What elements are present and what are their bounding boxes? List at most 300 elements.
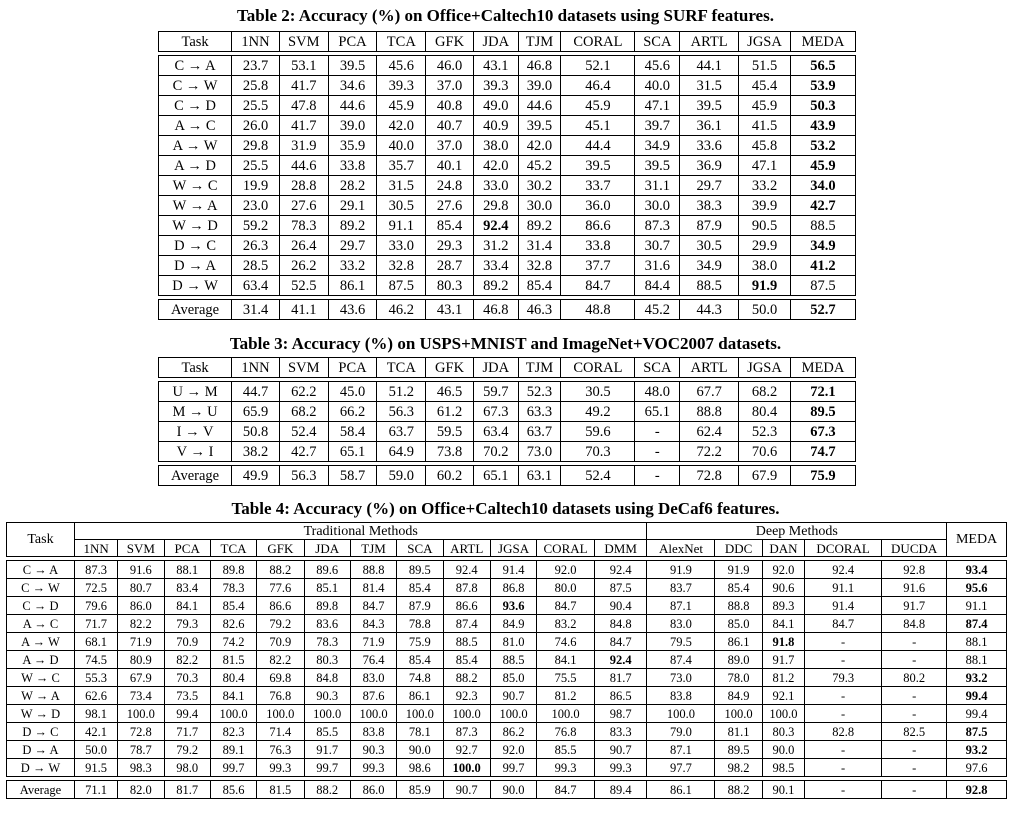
value-cell: 91.9 <box>647 561 715 579</box>
value-cell: 90.3 <box>350 741 396 759</box>
average-cell: 84.7 <box>537 781 595 799</box>
value-cell: 90.0 <box>762 741 804 759</box>
value-cell: 75.9 <box>397 633 443 651</box>
value-cell: 90.7 <box>490 687 536 705</box>
value-cell: 91.4 <box>490 561 536 579</box>
value-cell: 85.5 <box>304 723 350 741</box>
value-cell: 99.4 <box>947 705 1007 723</box>
value-cell: 39.5 <box>635 156 680 176</box>
value-cell: 89.5 <box>397 561 443 579</box>
value-cell: 46.5 <box>426 382 474 402</box>
task-cell: A → D <box>159 156 232 176</box>
value-cell: 79.3 <box>164 615 210 633</box>
column-header: PCA <box>164 540 210 557</box>
value-cell: 52.1 <box>561 56 635 76</box>
value-cell: 26.3 <box>232 236 280 256</box>
value-cell: 89.3 <box>762 597 804 615</box>
value-cell: 88.2 <box>443 669 490 687</box>
value-cell: 33.4 <box>473 256 518 276</box>
value-cell: 70.3 <box>561 442 635 462</box>
value-cell: 81.2 <box>537 687 595 705</box>
value-cell: 53.2 <box>790 136 855 156</box>
value-cell: - <box>805 633 882 651</box>
value-cell: 71.4 <box>257 723 304 741</box>
average-cell: 72.8 <box>680 466 739 486</box>
meda-header: MEDA <box>947 523 1007 557</box>
value-cell: 100.0 <box>304 705 350 723</box>
value-cell: 29.9 <box>739 236 791 256</box>
task-cell: C → A <box>159 56 232 76</box>
value-cell: 33.7 <box>561 176 635 196</box>
value-cell: 87.3 <box>443 723 490 741</box>
value-cell: 84.9 <box>715 687 762 705</box>
value-cell: 91.6 <box>118 561 164 579</box>
value-cell: 38.0 <box>739 256 791 276</box>
value-cell: 82.6 <box>210 615 256 633</box>
value-cell: 70.9 <box>164 633 210 651</box>
value-cell: 78.1 <box>397 723 443 741</box>
task-cell: D → W <box>7 759 75 777</box>
value-cell: 78.7 <box>118 741 164 759</box>
value-cell: 39.0 <box>328 116 377 136</box>
value-cell: 87.4 <box>947 615 1007 633</box>
value-cell: 40.0 <box>635 76 680 96</box>
value-cell: 52.4 <box>279 422 328 442</box>
value-cell: 77.6 <box>257 579 304 597</box>
value-cell: 91.6 <box>882 579 947 597</box>
column-header: 1NN <box>232 358 280 378</box>
value-cell: 92.8 <box>882 561 947 579</box>
column-header: CORAL <box>561 32 635 52</box>
average-cell: 67.9 <box>739 466 791 486</box>
value-cell: 66.2 <box>328 402 377 422</box>
column-header: SCA <box>635 358 680 378</box>
value-cell: 85.4 <box>397 579 443 597</box>
value-cell: 36.1 <box>680 116 739 136</box>
value-cell: 42.0 <box>518 136 561 156</box>
column-header: DCORAL <box>805 540 882 557</box>
value-cell: 97.7 <box>647 759 715 777</box>
value-cell: 42.7 <box>279 442 328 462</box>
value-cell: 67.3 <box>790 422 855 442</box>
value-cell: 88.1 <box>164 561 210 579</box>
value-cell: 93.2 <box>947 741 1007 759</box>
value-cell: 30.5 <box>680 236 739 256</box>
table-row <box>7 687 1007 705</box>
value-cell: 82.2 <box>257 651 304 669</box>
value-cell: 31.4 <box>518 236 561 256</box>
average-cell: 48.8 <box>561 300 635 320</box>
value-cell: 81.2 <box>762 669 804 687</box>
value-cell: 39.7 <box>635 116 680 136</box>
value-cell: 86.6 <box>561 216 635 236</box>
value-cell: 56.3 <box>377 402 426 422</box>
value-cell: 76.3 <box>257 741 304 759</box>
value-cell: 87.4 <box>443 615 490 633</box>
value-cell: 84.3 <box>350 615 396 633</box>
value-cell: 92.4 <box>443 561 490 579</box>
column-header: TCA <box>377 32 426 52</box>
average-cell: 71.1 <box>74 781 117 799</box>
value-cell: 84.8 <box>882 615 947 633</box>
value-cell: 84.7 <box>805 615 882 633</box>
value-cell: 65.1 <box>328 442 377 462</box>
average-cell: 81.5 <box>257 781 304 799</box>
value-cell: - <box>882 705 947 723</box>
value-cell: 46.4 <box>561 76 635 96</box>
value-cell: 76.4 <box>350 651 396 669</box>
value-cell: 99.7 <box>210 759 256 777</box>
average-cell: 92.8 <box>947 781 1007 799</box>
value-cell: 33.0 <box>473 176 518 196</box>
value-cell: 82.2 <box>164 651 210 669</box>
value-cell: 100.0 <box>350 705 396 723</box>
average-cell: 88.2 <box>304 781 350 799</box>
value-cell: 98.1 <box>74 705 117 723</box>
value-cell: 73.4 <box>118 687 164 705</box>
table-row <box>159 196 856 216</box>
value-cell: 85.5 <box>537 741 595 759</box>
value-cell: 40.8 <box>426 96 474 116</box>
value-cell: 59.2 <box>232 216 280 236</box>
value-cell: 84.1 <box>537 651 595 669</box>
value-cell: 84.7 <box>594 633 647 651</box>
value-cell: 41.7 <box>279 116 328 136</box>
value-cell: 79.3 <box>805 669 882 687</box>
value-cell: 80.4 <box>210 669 256 687</box>
task-cell: W → A <box>7 687 75 705</box>
value-cell: 31.2 <box>473 236 518 256</box>
task-cell: C → D <box>159 96 232 116</box>
value-cell: 100.0 <box>647 705 715 723</box>
task-header: Task <box>7 523 75 557</box>
value-cell: 84.9 <box>490 615 536 633</box>
value-cell: 80.3 <box>426 276 474 296</box>
average-row <box>7 781 1007 799</box>
value-cell: 99.3 <box>594 759 647 777</box>
table-row <box>7 705 1007 723</box>
value-cell: 79.5 <box>647 633 715 651</box>
value-cell: 87.5 <box>594 579 647 597</box>
value-cell: 45.1 <box>561 116 635 136</box>
value-cell: - <box>635 422 680 442</box>
value-cell: 31.5 <box>680 76 739 96</box>
task-cell: C → W <box>7 579 75 597</box>
value-cell: 44.6 <box>328 96 377 116</box>
value-cell: 56.5 <box>790 56 855 76</box>
table-row <box>7 561 1007 579</box>
average-label: Average <box>159 466 232 486</box>
value-cell: 85.4 <box>518 276 561 296</box>
task-cell: A → C <box>159 116 232 136</box>
value-cell: 79.2 <box>257 615 304 633</box>
value-cell: 29.1 <box>328 196 377 216</box>
value-cell: 74.6 <box>537 633 595 651</box>
table3 <box>158 357 856 486</box>
value-cell: 90.0 <box>397 741 443 759</box>
average-cell: 85.6 <box>210 781 256 799</box>
column-header: Task <box>159 32 232 52</box>
value-cell: 83.2 <box>537 615 595 633</box>
value-cell: 85.4 <box>397 651 443 669</box>
value-cell: 86.6 <box>257 597 304 615</box>
value-cell: 45.9 <box>561 96 635 116</box>
value-cell: 78.3 <box>210 579 256 597</box>
value-cell: 45.9 <box>377 96 426 116</box>
value-cell: 92.4 <box>594 651 647 669</box>
value-cell: 84.8 <box>594 615 647 633</box>
value-cell: 36.0 <box>561 196 635 216</box>
table-row <box>7 651 1007 669</box>
value-cell: 73.8 <box>426 442 474 462</box>
value-cell: 81.0 <box>490 633 536 651</box>
value-cell: 61.2 <box>426 402 474 422</box>
value-cell: 41.2 <box>790 256 855 276</box>
value-cell: 91.5 <box>74 759 117 777</box>
value-cell: 23.7 <box>232 56 280 76</box>
value-cell: 70.2 <box>473 442 518 462</box>
column-header: DDC <box>715 540 762 557</box>
average-cell: 45.2 <box>635 300 680 320</box>
value-cell: 69.8 <box>257 669 304 687</box>
value-cell: 83.0 <box>647 615 715 633</box>
value-cell: 68.2 <box>279 402 328 422</box>
value-cell: 74.2 <box>210 633 256 651</box>
value-cell: 63.7 <box>518 422 561 442</box>
column-header: CORAL <box>537 540 595 557</box>
task-cell: C → A <box>7 561 75 579</box>
value-cell: 91.9 <box>715 561 762 579</box>
value-cell: 31.6 <box>635 256 680 276</box>
value-cell: 85.4 <box>210 597 256 615</box>
value-cell: 45.6 <box>377 56 426 76</box>
table4 <box>6 522 1007 799</box>
value-cell: 87.5 <box>947 723 1007 741</box>
value-cell: 72.1 <box>790 382 855 402</box>
value-cell: 83.8 <box>647 687 715 705</box>
average-cell: 31.4 <box>232 300 280 320</box>
average-cell: 44.3 <box>680 300 739 320</box>
average-cell: 86.1 <box>647 781 715 799</box>
value-cell: 91.7 <box>304 741 350 759</box>
value-cell: 88.8 <box>680 402 739 422</box>
value-cell: 34.0 <box>790 176 855 196</box>
value-cell: 92.3 <box>443 687 490 705</box>
value-cell: 100.0 <box>537 705 595 723</box>
value-cell: 24.8 <box>426 176 474 196</box>
average-cell: 43.6 <box>328 300 377 320</box>
value-cell: 78.8 <box>397 615 443 633</box>
value-cell: 86.1 <box>328 276 377 296</box>
value-cell: - <box>805 759 882 777</box>
value-cell: 53.9 <box>790 76 855 96</box>
value-cell: 80.7 <box>118 579 164 597</box>
value-cell: 39.0 <box>518 76 561 96</box>
value-cell: 88.5 <box>680 276 739 296</box>
value-cell: 78.3 <box>304 633 350 651</box>
value-cell: 30.2 <box>518 176 561 196</box>
value-cell: 100.0 <box>715 705 762 723</box>
value-cell: 87.6 <box>350 687 396 705</box>
value-cell: 72.8 <box>118 723 164 741</box>
average-cell: 90.0 <box>490 781 536 799</box>
value-cell: 62.6 <box>74 687 117 705</box>
value-cell: 42.1 <box>74 723 117 741</box>
column-header: SVM <box>279 358 328 378</box>
value-cell: 80.9 <box>118 651 164 669</box>
value-cell: 33.8 <box>328 156 377 176</box>
value-cell: 98.2 <box>715 759 762 777</box>
column-header: TCA <box>210 540 256 557</box>
value-cell: 89.1 <box>210 741 256 759</box>
value-cell: 91.1 <box>377 216 426 236</box>
value-cell: 89.5 <box>715 741 762 759</box>
value-cell: 30.5 <box>377 196 426 216</box>
value-cell: 35.9 <box>328 136 377 156</box>
table-row <box>7 579 1007 597</box>
table-row <box>159 56 856 76</box>
column-header: 1NN <box>74 540 117 557</box>
value-cell: 37.0 <box>426 136 474 156</box>
value-cell: 98.3 <box>118 759 164 777</box>
value-cell: 25.8 <box>232 76 280 96</box>
value-cell: 87.9 <box>680 216 739 236</box>
value-cell: 40.0 <box>377 136 426 156</box>
average-cell: 46.8 <box>473 300 518 320</box>
task-cell: C → W <box>159 76 232 96</box>
value-cell: 39.5 <box>328 56 377 76</box>
value-cell: 85.4 <box>443 651 490 669</box>
value-cell: 86.5 <box>594 687 647 705</box>
table-row <box>7 723 1007 741</box>
column-header: MEDA <box>790 32 855 52</box>
value-cell: 97.6 <box>947 759 1007 777</box>
value-cell: 73.5 <box>164 687 210 705</box>
value-cell: 88.5 <box>490 651 536 669</box>
value-cell: 87.5 <box>377 276 426 296</box>
task-cell: D → C <box>159 236 232 256</box>
task-cell: W → C <box>159 176 232 196</box>
value-cell: 45.9 <box>739 96 791 116</box>
column-header: ARTL <box>680 32 739 52</box>
value-cell: - <box>635 442 680 462</box>
value-cell: 71.7 <box>164 723 210 741</box>
value-cell: 73.0 <box>647 669 715 687</box>
value-cell: 90.5 <box>739 216 791 236</box>
task-cell: W → D <box>159 216 232 236</box>
average-label: Average <box>7 781 75 799</box>
value-cell: 42.0 <box>377 116 426 136</box>
value-cell: 82.3 <box>210 723 256 741</box>
value-cell: - <box>805 651 882 669</box>
column-header: CORAL <box>561 358 635 378</box>
value-cell: 100.0 <box>443 705 490 723</box>
value-cell: 80.4 <box>739 402 791 422</box>
value-cell: 76.8 <box>257 687 304 705</box>
value-cell: 28.5 <box>232 256 280 276</box>
header-row <box>159 358 856 378</box>
table2 <box>158 31 856 320</box>
average-cell: 56.3 <box>279 466 328 486</box>
value-cell: 40.7 <box>426 116 474 136</box>
value-cell: 72.2 <box>680 442 739 462</box>
value-cell: 33.6 <box>680 136 739 156</box>
table-row <box>7 759 1007 777</box>
value-cell: 70.6 <box>739 442 791 462</box>
value-cell: 78.0 <box>715 669 762 687</box>
value-cell: 31.9 <box>279 136 328 156</box>
value-cell: 63.4 <box>232 276 280 296</box>
column-header: DAN <box>762 540 804 557</box>
value-cell: 100.0 <box>397 705 443 723</box>
task-cell: M → U <box>159 402 232 422</box>
value-cell: 45.4 <box>739 76 791 96</box>
value-cell: 83.4 <box>164 579 210 597</box>
value-cell: 47.1 <box>739 156 791 176</box>
value-cell: 25.5 <box>232 96 280 116</box>
value-cell: 27.6 <box>279 196 328 216</box>
column-header: TCA <box>377 358 426 378</box>
value-cell: 34.9 <box>680 256 739 276</box>
column-header: SVM <box>118 540 164 557</box>
average-cell: 43.1 <box>426 300 474 320</box>
value-cell: 40.9 <box>473 116 518 136</box>
value-cell: 31.5 <box>377 176 426 196</box>
value-cell: 44.4 <box>561 136 635 156</box>
value-cell: - <box>805 687 882 705</box>
value-cell: 100.0 <box>443 759 490 777</box>
average-cell: 75.9 <box>790 466 855 486</box>
value-cell: 89.2 <box>473 276 518 296</box>
value-cell: 100.0 <box>210 705 256 723</box>
value-cell: 100.0 <box>490 705 536 723</box>
average-cell: 46.2 <box>377 300 426 320</box>
value-cell: 81.7 <box>594 669 647 687</box>
average-cell: 85.9 <box>397 781 443 799</box>
value-cell: 90.3 <box>304 687 350 705</box>
value-cell: 39.3 <box>473 76 518 96</box>
value-cell: 80.3 <box>762 723 804 741</box>
table-row <box>159 422 856 442</box>
value-cell: 75.5 <box>537 669 595 687</box>
table-row <box>7 615 1007 633</box>
value-cell: 89.8 <box>304 597 350 615</box>
value-cell: 63.7 <box>377 422 426 442</box>
value-cell: 45.9 <box>790 156 855 176</box>
value-cell: 37.7 <box>561 256 635 276</box>
value-cell: 55.3 <box>74 669 117 687</box>
value-cell: 82.8 <box>805 723 882 741</box>
table-row <box>159 402 856 422</box>
average-row <box>159 300 856 320</box>
value-cell: 89.8 <box>210 561 256 579</box>
value-cell: 91.1 <box>947 597 1007 615</box>
value-cell: 89.5 <box>790 402 855 422</box>
value-cell: 30.7 <box>635 236 680 256</box>
value-cell: 89.2 <box>328 216 377 236</box>
value-cell: 83.7 <box>647 579 715 597</box>
value-cell: 44.7 <box>232 382 280 402</box>
value-cell: 26.0 <box>232 116 280 136</box>
value-cell: 79.2 <box>164 741 210 759</box>
value-cell: 19.9 <box>232 176 280 196</box>
column-header: PCA <box>328 32 377 52</box>
task-cell: D → A <box>7 741 75 759</box>
average-cell: 65.1 <box>473 466 518 486</box>
value-cell: 85.0 <box>715 615 762 633</box>
value-cell: 99.7 <box>304 759 350 777</box>
value-cell: 89.2 <box>518 216 561 236</box>
